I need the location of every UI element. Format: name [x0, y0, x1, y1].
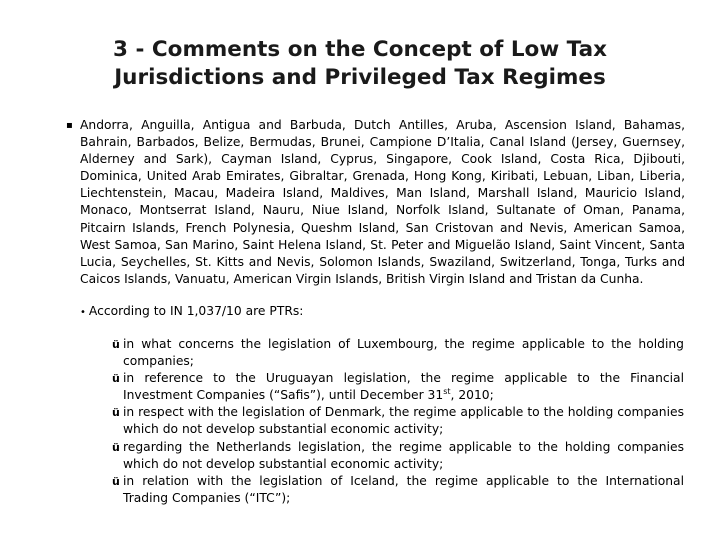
slide-title-line-2: Jurisdictions and Privileged Tax Regimes: [114, 65, 606, 90]
slide-title-line-1: 3 - Comments on the Concept of Low Tax: [113, 37, 607, 62]
ptr-list: [112, 336, 684, 507]
ptr-item: [112, 404, 684, 438]
ptr-item-text: in what concerns the legislation of Luxembourg, the regime applicable to the holding companies;: [123, 337, 684, 369]
jurisdictions-list-text: Andorra, Anguilla, Antigua and Barbuda, Dutch Antilles, Aruba, Ascension Island, Bahamas, Bahrain, Barbados, Belize, Bermudas, Brunei, Campione D’Italia, Canal Island (Jersey, Guernsey, Alderney and Sark), Cayman Island, Cyprus, Singapore, Cook Island, Costa Rica, Djibouti, Dominica, United Arab Emirates, Gibraltar, Grenada, Hong Kong, Kiribati, Lebuan, Liban, Liberia, Liechtenstein, Macau, Madeira Island, Maldives, Man Island, Marshall Island, Mauricio Island, Monaco, Montserrat Island, Nauru, Niue Island, Norfolk Island, Sultanate of Oman, Panama, Pitcairn Islands, French Polynesia, Queshm Island, San Cristovan and Nevis, American Samoa, West Samoa, San Marino, Saint Helena Island, St. Peter and Miguelão Island, Saint Vincent, Santa Lucia, Seychelles, St. Kitts and Nevis, Solomon Islands, Swaziland, Switzerland, Tonga, Turks and Caicos Islands, Vanuatu, American Virgin Islands, British Virgin Island and Tristan da Cunha.: [80, 118, 685, 286]
check-icon: ü: [112, 440, 120, 454]
check-icon: ü: [112, 474, 120, 488]
ptr-item: [112, 473, 684, 507]
ptr-item: [112, 336, 684, 370]
check-icon: ü: [112, 372, 120, 386]
round-bullet-icon: •: [80, 307, 86, 318]
ptr-intro: [80, 303, 685, 321]
ptr-item-text-end: , 2010;: [450, 388, 494, 403]
check-icon: ü: [112, 406, 120, 420]
ptr-item: [112, 439, 684, 473]
ptr-item-text: in relation with the legislation of Iceland, the regime applicable to the International Trading Companies (“ITC”);: [123, 473, 684, 505]
ptr-item-text: in reference to the Uruguayan legislation, the regime applicable to the Financial Investment Companies (“Safis”), until December 31: [123, 371, 684, 403]
ptr-item-text: regarding the Netherlands legislation, the regime applicable to the holding companies which do not develop substantial economic activity;: [123, 439, 684, 471]
ptr-intro-text: According to IN 1,037/10 are PTRs:: [88, 304, 304, 318]
ptr-item-text: in respect with the legislation of Denmark, the regime applicable to the holding companies which do not develop substantial economic activity;: [123, 405, 684, 437]
square-bullet-icon: ▪: [66, 120, 73, 131]
ptr-item: [112, 370, 684, 404]
slide-title: [60, 36, 660, 92]
check-icon: ü: [112, 338, 120, 351]
ordinal-suffix: st: [443, 387, 451, 397]
